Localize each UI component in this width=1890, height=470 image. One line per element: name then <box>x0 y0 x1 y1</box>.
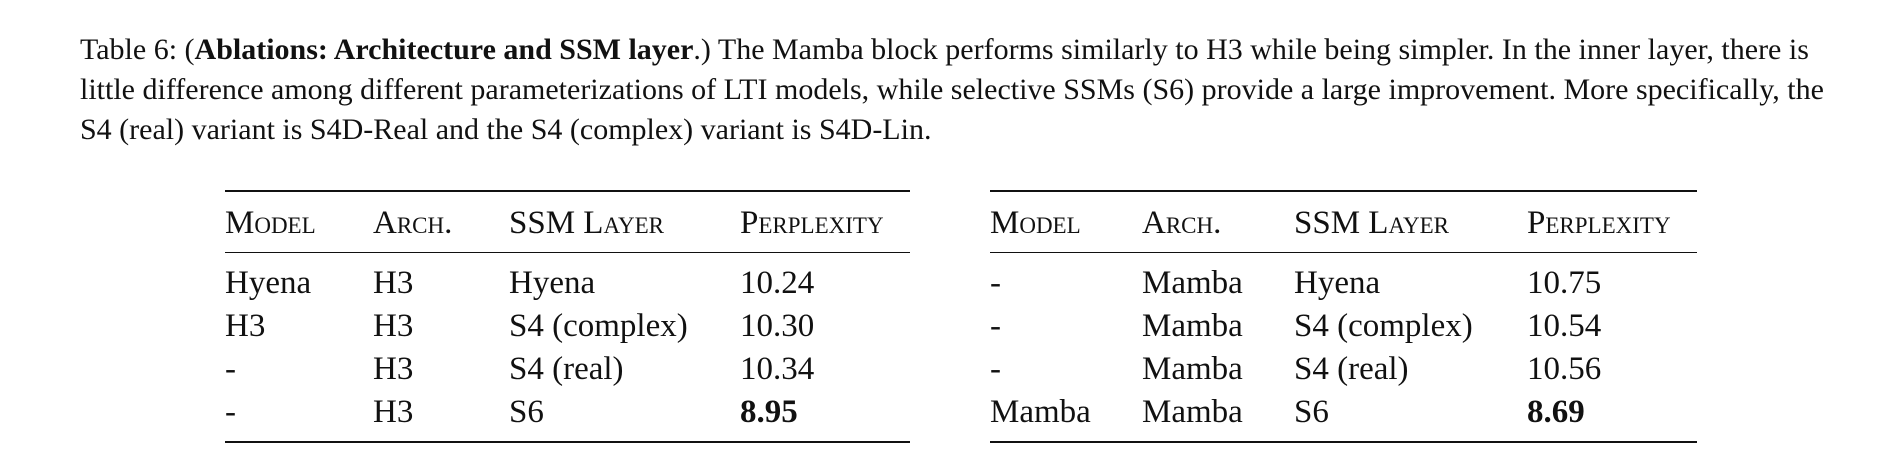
table-row <box>225 253 910 306</box>
cell-perplexity: 10.34 <box>740 351 815 387</box>
cell-ssm-layer: S4 (real) <box>1294 351 1409 387</box>
header-ssm-layer: SSM Layer <box>509 205 664 241</box>
cell-model: - <box>990 308 1001 344</box>
caption-text: .) The Mamba block performs similarly to H3 while being simpler. In the inner layer, there is little difference among different parameterizations of LTI models, while selective SSMs (S6) provide a large improvement. More specifically, the S4 (real) variant is S4D-Real and the S4 (complex) variant is S4D-Lin. <box>80 33 1824 146</box>
cell-arch: Mamba <box>1142 308 1243 344</box>
table-row <box>225 305 910 348</box>
cell-arch: H3 <box>373 394 414 430</box>
header-arch: Arch. <box>373 205 453 241</box>
cell-ssm-layer: Hyena <box>509 265 596 301</box>
header-perplexity: Perplexity <box>1527 205 1671 241</box>
header-model: Model <box>225 205 316 241</box>
cell-model: - <box>225 351 236 387</box>
cell-perplexity-best: 8.69 <box>1527 394 1585 430</box>
caption-label: Table 6: ( <box>80 33 195 66</box>
cell-perplexity: 10.75 <box>1527 265 1602 301</box>
cell-perplexity: 10.54 <box>1527 308 1602 344</box>
caption-bold-title: Ablations: Architecture and SSM layer <box>194 33 694 66</box>
cell-model: - <box>990 265 1001 301</box>
cell-model: - <box>225 394 236 430</box>
cell-model: Mamba <box>990 394 1091 430</box>
cell-ssm-layer: Hyena <box>1294 265 1381 301</box>
cell-ssm-layer: S6 <box>1294 394 1329 430</box>
header-ssm-layer: SSM Layer <box>1294 205 1449 241</box>
cell-arch: H3 <box>373 351 414 387</box>
cell-arch: Mamba <box>1142 265 1243 301</box>
header-arch: Arch. <box>1142 205 1222 241</box>
cell-perplexity-best: 8.95 <box>740 394 798 430</box>
cell-arch: H3 <box>373 308 414 344</box>
cell-arch: Mamba <box>1142 394 1243 430</box>
cell-ssm-layer: S4 (complex) <box>509 308 688 344</box>
cell-perplexity: 10.30 <box>740 308 815 344</box>
header-perplexity: Perplexity <box>740 205 884 241</box>
cell-perplexity: 10.56 <box>1527 351 1602 387</box>
table-row <box>990 305 1697 348</box>
table-row <box>990 348 1697 391</box>
table-header-row <box>225 191 910 253</box>
ablation-table-h3 <box>225 190 910 443</box>
ablation-table-mamba <box>990 190 1697 443</box>
cell-model: H3 <box>225 308 266 344</box>
table-header-row <box>990 191 1697 253</box>
table-row <box>990 253 1697 306</box>
cell-perplexity: 10.24 <box>740 265 815 301</box>
table-row <box>225 348 910 391</box>
table-row <box>225 391 910 442</box>
cell-model: - <box>990 351 1001 387</box>
cell-arch: Mamba <box>1142 351 1243 387</box>
header-model: Model <box>990 205 1081 241</box>
table-caption <box>80 30 1850 150</box>
cell-ssm-layer: S4 (real) <box>509 351 624 387</box>
table-row <box>990 391 1697 442</box>
cell-arch: H3 <box>373 265 414 301</box>
cell-model: Hyena <box>225 265 312 301</box>
cell-ssm-layer: S4 (complex) <box>1294 308 1473 344</box>
cell-ssm-layer: S6 <box>509 394 544 430</box>
